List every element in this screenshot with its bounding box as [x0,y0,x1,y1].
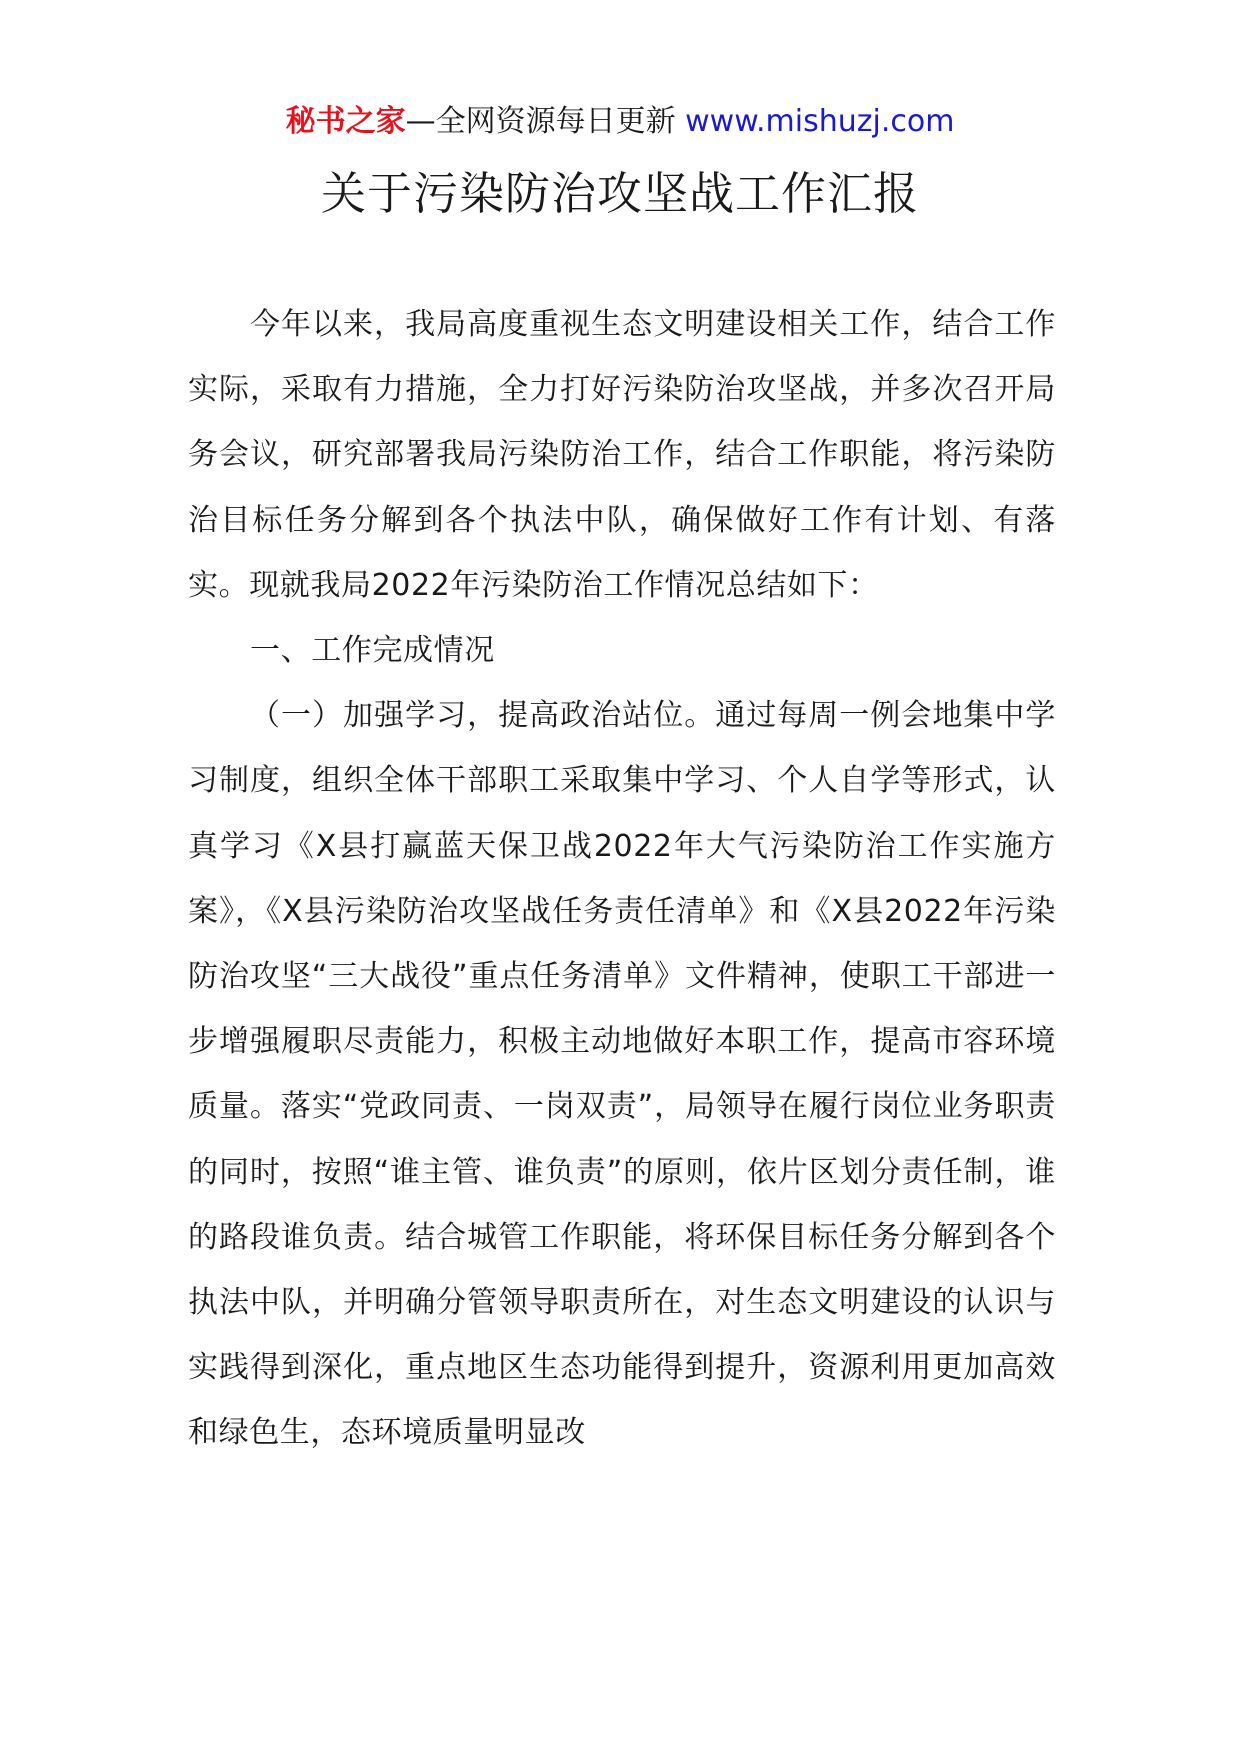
document-title: 关于污染防治攻坚战工作汇报 [320,167,919,220]
section-heading-1: 一、工作完成情况 [250,633,495,669]
site-header [0,100,1240,144]
paragraph-section-1-1: （一）加强学习，提高政治站位。通过每周一例会地集中学习制度，组织全体干部职工采取集中学习、个人自学等形式，认真学习《X县打赢蓝天保卫战2022年大气污染防治工作实施方案》，《X县污染防治攻坚战任务责任清单》和《X县2022年污染防治攻坚“三大战役”重点任务清单》文件精神，使职工干部进一步增强履职尽责能力，积极主动地做好本职工作，提高市容环境质量。落实“党政同责、一岗双责”，局领导在履行岗位业务职责的同时，按照“谁主管、谁负责”的原则，依片区划分责任制，谁的路段谁负责。结合城管工作职能，将环保目标任务分解到各个执法中队，并明确分管领导职责所在，对生态文明建设的认识与实践得到深化，重点地区生态功能得到提升，资源利用更加高效和绿色生，态环境质量明显改 [188,698,1056,1451]
document-body [188,292,1056,1466]
site-url-link[interactable]: www.mishuzj.com [685,104,955,139]
paragraph-intro: 今年以来，我局高度重视生态文明建设相关工作，结合工作实际，采取有力措施，全力打好污染防治攻坚战，并多次召开局务会议，研究部署我局污染防治工作，结合工作职能，将污染防治目标任务分解到各个执法中队，确保做好工作有计划、有落实。现就我局2022年污染防治工作情况总结如下： [188,307,1056,603]
site-brand: 秘书之家 [285,104,406,139]
site-tagline: —全网资源每日更新 [405,104,676,139]
